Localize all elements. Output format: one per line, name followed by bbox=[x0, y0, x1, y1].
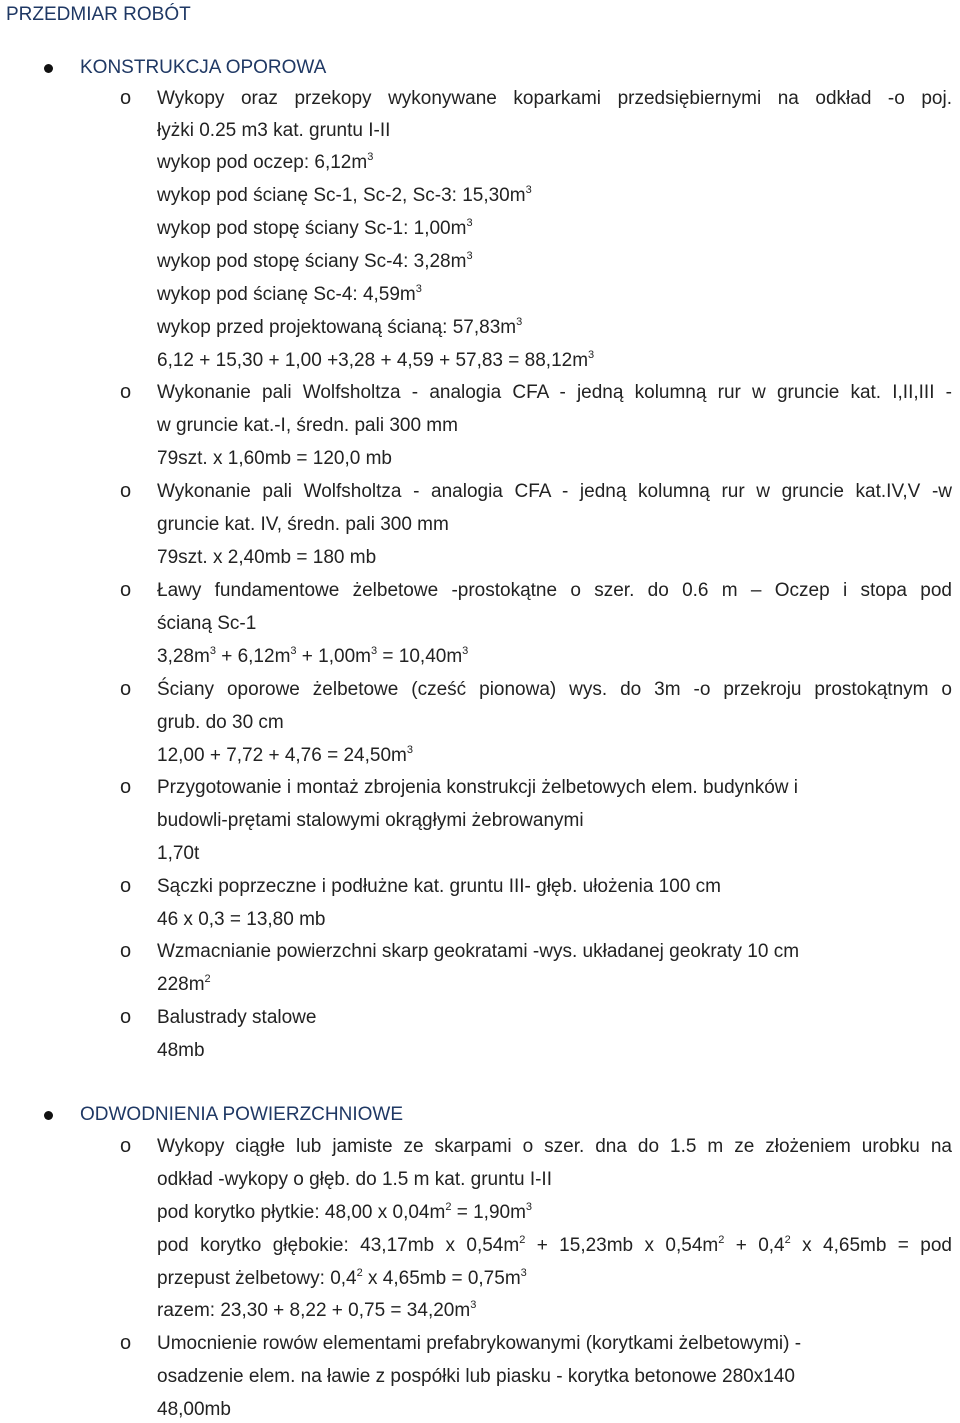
item-text-line: Sączki poprzeczne i podłużne kat. gruntu III- głęb. ułożenia 100 cm bbox=[157, 876, 721, 897]
item-text-line: Wykonanie pali Wolfsholtza - analogia CFA - jedną kolumną rur w gruncie kat.IV,V -w bbox=[157, 481, 952, 502]
item-text-line: $6,12 + 15,30 + 1,00 +3,28 + 4,59 + 57,83 = 88,12m^3$ bbox=[157, 348, 595, 371]
sub-bullet-icon: o bbox=[120, 381, 132, 403]
item-text-line: $228m^2$ bbox=[157, 972, 211, 995]
item-text-line: wykop przed projektowaną ścianą: $57,83m^3$ bbox=[157, 315, 523, 338]
page-title: PRZEDMIAR ROBÓT bbox=[6, 4, 191, 25]
superscript: 2 bbox=[445, 1200, 452, 1213]
item-text-line: wykop pod stopę ściany Sc-4: $3,28m^3$ bbox=[157, 249, 473, 272]
item-text-line: w gruncie kat.-I, średn. pali 300 mm bbox=[157, 415, 458, 436]
item-text-line: pod korytko głębokie: 43,17mb x $0,54m^2 + 15,23mb$ x $0,54m^2 + 0,4^2$ x 4,65mb = pod bbox=[157, 1233, 952, 1256]
superscript: 3 bbox=[290, 644, 297, 657]
superscript: 3 bbox=[406, 743, 413, 756]
sub-bullet-icon: o bbox=[120, 940, 132, 962]
item-text-line: wykop pod ścianę Sc-1, Sc-2, Sc-3: $15,30m^3$ bbox=[157, 183, 532, 206]
item-text-line: grub. do 30 cm bbox=[157, 712, 284, 733]
superscript: 3 bbox=[470, 1298, 477, 1311]
superscript: 2 bbox=[784, 1233, 791, 1246]
item-text-line: 46 x 0,3 = 13,80 mb bbox=[157, 909, 326, 930]
item-text-line: Ławy fundamentowe żelbetowe -prostokątne o szer. do 0.6 m – Oczep i stopa pod bbox=[157, 580, 952, 601]
sub-bullet-icon: o bbox=[120, 1332, 132, 1354]
item-text-line: Wzmacnianie powierzchni skarp geokratami -wys. układanej geokraty 10 cm bbox=[157, 941, 800, 962]
item-text-line: pod korytko płytkie: 48,00 x $0,04m^2 = 1,90m^3$ bbox=[157, 1200, 533, 1223]
sub-bullet-icon: o bbox=[120, 776, 132, 798]
item-text-line: Wykonanie pali Wolfsholtza - analogia CFA - jedną kolumną rur w gruncie kat. I,II,III - bbox=[157, 382, 952, 403]
superscript: 2 bbox=[519, 1233, 526, 1246]
superscript: 3 bbox=[367, 150, 374, 163]
sub-bullet-icon: o bbox=[120, 87, 132, 109]
item-text-line: łyżki 0.25 m3 kat. gruntu I-II bbox=[157, 120, 391, 141]
superscript: 3 bbox=[466, 249, 473, 262]
item-text-line: ścianą Sc-1 bbox=[157, 613, 257, 634]
item-text-line: odkład -wykopy o głęb. do 1.5 m kat. gruntu I-II bbox=[157, 1169, 552, 1190]
superscript: 3 bbox=[415, 282, 422, 295]
item-text-line: 48,00mb bbox=[157, 1399, 231, 1420]
section-bullet-icon bbox=[44, 64, 53, 73]
superscript: 2 bbox=[356, 1266, 363, 1279]
superscript: 2 bbox=[204, 972, 211, 985]
item-text-line: $12,00 + 7,72 + 4,76 = 24,50m^3$ bbox=[157, 743, 413, 766]
superscript: 3 bbox=[520, 1266, 527, 1279]
sub-bullet-icon: o bbox=[120, 579, 132, 601]
superscript: 3 bbox=[371, 644, 378, 657]
section-heading: KONSTRUKCJA OPOROWA bbox=[80, 57, 327, 78]
sub-bullet-icon: o bbox=[120, 678, 132, 700]
item-text-line: wykop pod stopę ściany Sc-1: $1,00m^3$ bbox=[157, 216, 473, 239]
item-text-line: Przygotowanie i montaż zbrojenia konstrukcji żelbetowych elem. budynków i bbox=[157, 777, 799, 798]
superscript: 3 bbox=[462, 644, 469, 657]
item-text-line: 1,70t bbox=[157, 843, 200, 864]
sub-bullet-icon: o bbox=[120, 1006, 132, 1028]
item-text-line: przepust żelbetowy: $0,4^2$ x $4,65mb = 0,75m^3$ bbox=[157, 1266, 527, 1289]
superscript: 3 bbox=[588, 348, 595, 361]
item-text-line: $3,28m^3 + 6,12m^3 + 1,00m^3 = 10,40m^3$ bbox=[157, 644, 469, 667]
item-text-line: 48mb bbox=[157, 1040, 205, 1061]
item-text-line: wykop pod ścianę Sc-4: $4,59m^3$ bbox=[157, 282, 422, 305]
sub-bullet-icon: o bbox=[120, 1135, 132, 1157]
section-heading: ODWODNIENIA POWIERZCHNIOWE bbox=[80, 1104, 403, 1125]
item-text-line: osadzenie elem. na ławie z pospółki lub piasku - korytka betonowe 280x140 bbox=[157, 1366, 795, 1387]
item-text-line: Wykopy oraz przekopy wykonywane koparkami przedsiębiernymi na odkład -o poj. bbox=[157, 88, 952, 109]
item-text-line: wykop pod oczep: $6,12m^3$ bbox=[157, 150, 374, 173]
item-text-line: Umocnienie rowów elementami prefabrykowanymi (korytkami żelbetowymi) - bbox=[157, 1333, 802, 1354]
item-text-line: gruncie kat. IV, średn. pali 300 mm bbox=[157, 514, 449, 535]
sub-bullet-icon: o bbox=[120, 875, 132, 897]
section-bullet-icon bbox=[44, 1111, 53, 1120]
superscript: 3 bbox=[525, 183, 532, 196]
item-text-line: Ściany oporowe żelbetowe (cześć pionowa) wys. do 3m -o przekroju prostokątnym o bbox=[157, 679, 952, 700]
superscript: 2 bbox=[718, 1233, 725, 1246]
superscript: 3 bbox=[516, 315, 523, 328]
item-text-line: budowli-prętami stalowymi okrągłymi żebrowanymi bbox=[157, 810, 584, 831]
superscript: 3 bbox=[209, 644, 216, 657]
superscript: 3 bbox=[525, 1200, 533, 1213]
superscript: 3 bbox=[466, 216, 473, 229]
item-text-line: 79szt. x 2,40mb = 180 mb bbox=[157, 547, 377, 568]
item-text-line: razem: $23,30 + 8,22 + 0,75 = 34,20m^3$ bbox=[157, 1298, 477, 1321]
sub-bullet-icon: o bbox=[120, 480, 132, 502]
item-text-line: 79szt. x 1,60mb = 120,0 mb bbox=[157, 448, 392, 469]
item-text-line: Wykopy ciągłe lub jamiste ze skarpami o szer. dna do 1.5 m ze złożeniem urobku na bbox=[157, 1136, 952, 1157]
item-text-line: Balustrady stalowe bbox=[157, 1007, 317, 1028]
